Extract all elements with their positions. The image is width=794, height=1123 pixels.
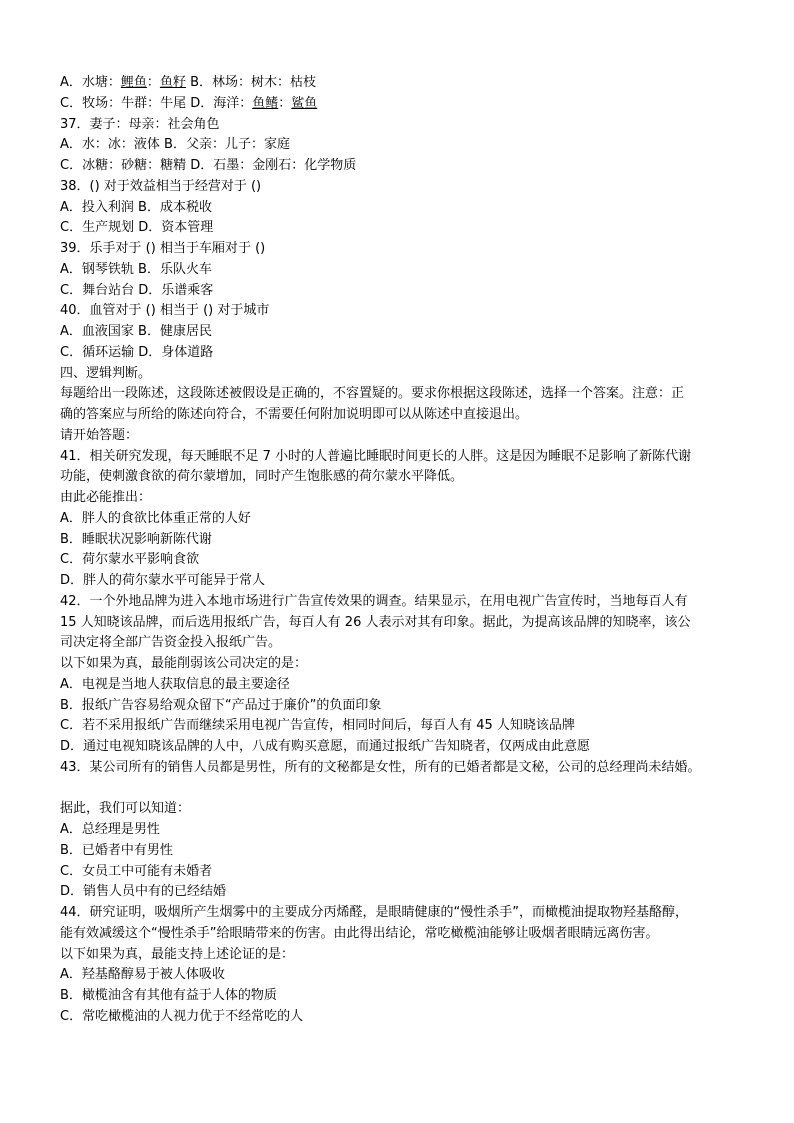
text-line: C．女员工中可能有未婚者 [60, 863, 213, 879]
text: ： [278, 95, 292, 111]
text-line: A．总经理是男性 [60, 822, 160, 837]
text-line: 40．血管对于 () 相当于 () 对于城市 [60, 303, 270, 319]
underlined-text: 鱼鳍 [252, 95, 279, 111]
text-line: D．胖人的荷尔蒙水平可能异于常人 [60, 573, 266, 588]
text-line: D．销售人员中有的已经结婚 [60, 884, 227, 900]
text: A．水塘： [60, 75, 121, 90]
text-line: 确的答案应与所给的陈述向符合，不需要任何附加说明即可以从陈述中直接退出。 [60, 407, 529, 422]
text: C．牧场：牛群：牛尾 D．海洋： [60, 95, 253, 111]
text-line: A．钢琴铁轨 B．乐队火车 [60, 261, 212, 277]
text-block-b [60, 799, 780, 1027]
text-line: 43．某公司所有的销售人员都是男性，所有的文秘都是女性，所有的已婚者都是文秘，公司的总经理尚未结婚。 [60, 759, 701, 775]
text-line: 15 人知晓该品牌，而后选用报纸广告，每百人有 26 人表示对其有印象。据此，为提高该品牌的知晓率，该公 [60, 614, 691, 630]
text-line: 能有效减缓这个“慢性杀手”给眼睛带来的伤害。由此得出结论，常吃橄榄油能够让吸烟者眼睛远离伤害。 [60, 925, 659, 941]
text-line: 44．研究证明，吸烟所产生烟雾中的主要成分丙烯醛，是眼睛健康的“慢性杀手”，而橄榄油提取物羟基酪醇， [60, 905, 689, 920]
blank-line [60, 779, 780, 800]
q36-options-cd [60, 94, 780, 115]
text-line: 37．妻子：母亲：社会角色 [60, 116, 220, 132]
text-line: B．橄榄油含有其他有益于人体的物质 [60, 988, 277, 1003]
text: ： [146, 75, 160, 90]
q36-options-ab [60, 73, 780, 94]
text-line: B．报纸广告容易给观众留下“产品过于廉价”的负面印象 [60, 697, 382, 713]
text-line: 以下如果为真，最能削弱该公司决定的是： [60, 656, 308, 671]
text-line: 42．一个外地品牌为进入本地市场进行广告宣传效果的调查。结果显示，在用电视广告宣传时，当地每百人有 [60, 593, 688, 609]
text-block-a [60, 115, 780, 779]
text-line: A．电视是当地人获取信息的最主要途径 [60, 676, 290, 692]
text-line: 以下如果为真，最能支持上述论证的是： [60, 946, 295, 962]
underlined-text: 鲤鱼 [120, 75, 147, 90]
text-line: A．血液国家 B．健康居民 [60, 324, 212, 339]
text-line: C．若不采用报纸广告而继续采用电视广告宣传，相同时间后，每百人有 45 人知晓该品牌 [60, 718, 575, 734]
text-line: C．生产规划 D．资本管理 [60, 220, 214, 236]
text-line: 39．乐手对于 () 相当于车厢对于 () [60, 241, 266, 256]
text-line: C．舞台站台 D．乐谱乘客 [60, 282, 214, 298]
text-line: C．冰糖：砂糖：糖精 D．石墨：金刚石：化学物质 [60, 158, 357, 173]
text-line: A．水：冰：液体 B．父亲：儿子：家庭 [60, 137, 290, 153]
text-line: D．通过电视知晓该品牌的人中，八成有购买意愿，而通过报纸广告知晓者，仅两成由此意愿 [60, 739, 591, 754]
text-line: 司决定将全部广告资金投入报纸广告。 [60, 635, 282, 651]
text-line: 41．相关研究发现，每天睡眠不足 7 小时的人普遍比睡眠时间更长的人胖。这是因为睡眠不足影响了新陈代谢 [60, 448, 692, 464]
text-line: A．羟基酪醇易于被人体吸收 [60, 967, 225, 983]
text-line: 功能，使刺激食欲的荷尔蒙增加，同时产生饱胀感的荷尔蒙水平降低。 [60, 469, 464, 485]
text-line: B．已婚者中有男性 [60, 842, 173, 858]
text-line: A．投入利润 B．成本税收 [60, 199, 212, 215]
text-line: C．常吃橄榄油的人视力优于不经常吃的人 [60, 1008, 304, 1024]
text-line: 请开始答题： [60, 427, 139, 443]
text-line: A．胖人的食欲比体重正常的人好 [60, 510, 251, 526]
text-line: 每题给出一段陈述，这段陈述被假设是正确的，不容置疑的。要求你根据这段陈述，选择一个答案。注意：正 [60, 386, 685, 402]
text-line: C．循环运输 D．身体道路 [60, 344, 214, 360]
underlined-text: 鲨鱼 [291, 95, 318, 111]
document-page [60, 73, 780, 1028]
text-line: B．睡眠状况影响新陈代谢 [60, 531, 212, 547]
text-line: 由此必能推出： [60, 490, 152, 505]
text-line: 38．() 对于效益相当于经营对于 () [60, 178, 262, 194]
text-line: 四、逻辑判断。 [60, 365, 152, 381]
text: B．林场：树木：枯枝 [185, 75, 317, 90]
text-line: 据此，我们可以知道： [60, 801, 191, 817]
text-line: C．荷尔蒙水平影响食欲 [60, 552, 200, 568]
underlined-text: 鱼籽 [159, 75, 186, 90]
